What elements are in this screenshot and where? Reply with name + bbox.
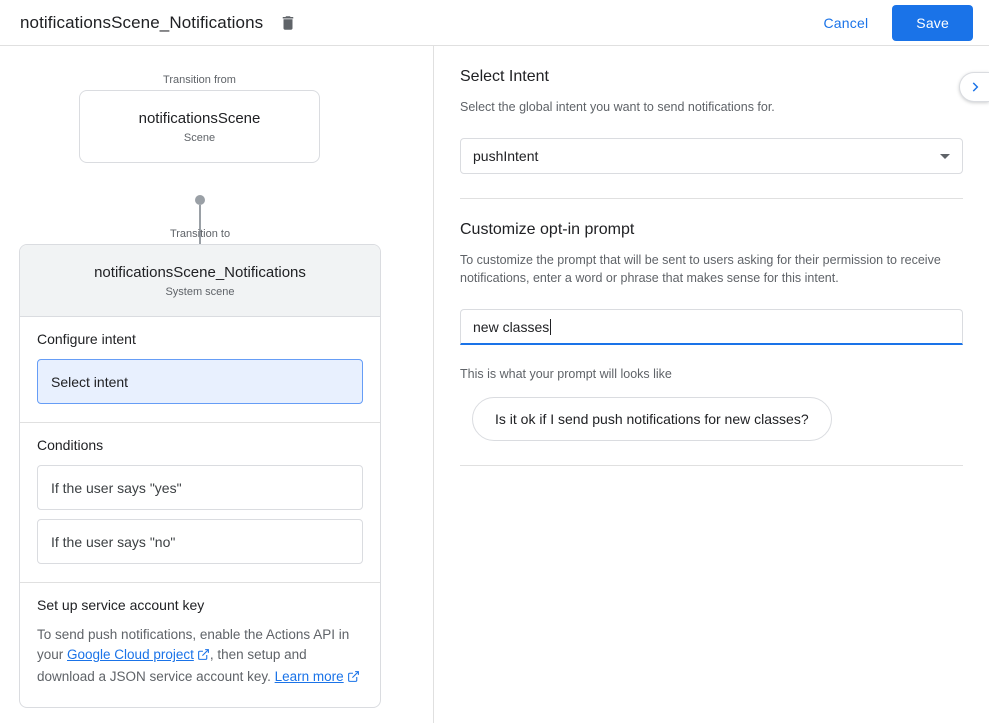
- chevron-down-icon: [940, 154, 950, 159]
- service-account-text-part2: , then setup and download a JSON service account key.: [37, 647, 307, 684]
- body: [0, 46, 989, 723]
- destination-scene-card: [19, 244, 381, 708]
- select-intent-panel: [460, 46, 963, 199]
- destination-scene-subtitle: System scene: [165, 285, 235, 298]
- save-button[interactable]: Save: [892, 5, 973, 41]
- transition-from-group: [79, 74, 320, 163]
- service-account-text: [37, 625, 363, 689]
- source-scene-title: notificationsScene: [138, 109, 261, 127]
- prompt-preview-note: This is what your prompt will looks like: [460, 367, 672, 381]
- configure-intent-section: [20, 317, 380, 423]
- select-intent-panel-description: Select the global intent you want to send notifications for.: [460, 100, 775, 114]
- service-account-section: [20, 583, 380, 707]
- destination-scene-header[interactable]: [20, 245, 380, 317]
- google-cloud-project-link[interactable]: Google Cloud project: [67, 647, 194, 662]
- chevron-right-icon[interactable]: [959, 72, 989, 102]
- service-account-text-part1: To send push notifications, enable the Actions API in your: [37, 627, 350, 662]
- intent-select[interactable]: [460, 138, 963, 174]
- learn-more-link[interactable]: Learn more: [274, 669, 344, 684]
- conditions-section: [20, 423, 380, 583]
- source-scene-subtitle: Scene: [183, 131, 216, 144]
- page-title: notificationsScene_Notifications: [20, 12, 264, 32]
- cancel-button[interactable]: Cancel: [810, 7, 883, 39]
- transition-from-caption: Transition from: [163, 74, 236, 86]
- service-account-title: Set up service account key: [37, 597, 205, 613]
- condition-item-yes[interactable]: If the user says "yes": [37, 465, 363, 510]
- trash-icon[interactable]: [277, 12, 299, 34]
- intent-select-value: pushIntent: [473, 148, 539, 164]
- transition-to-caption: Transition to: [169, 228, 231, 240]
- opt-in-panel: [460, 199, 963, 466]
- top-bar: [0, 0, 989, 46]
- external-link-icon: [197, 647, 210, 667]
- condition-item-no[interactable]: If the user says "no": [37, 519, 363, 564]
- opt-in-panel-description: To customize the prompt that will be sent to users asking for their permission to receive notifications, enter a word or phrase that makes sense for this intent.: [460, 253, 941, 285]
- opt-in-panel-title: Customize opt-in prompt: [460, 221, 635, 238]
- select-intent-chip[interactable]: Select intent: [37, 359, 363, 404]
- details-pane: [434, 46, 989, 723]
- prompt-preview-bubble: Is it ok if I send push notifications for new classes?: [472, 397, 832, 441]
- conditions-title: Conditions: [37, 437, 104, 453]
- external-link-icon-2: [347, 669, 360, 689]
- configure-intent-title: Configure intent: [37, 331, 136, 347]
- select-intent-panel-title: Select Intent: [460, 68, 549, 85]
- transition-to-group: [19, 228, 381, 708]
- scene-graph-pane: [0, 46, 434, 723]
- source-scene-node[interactable]: [79, 90, 320, 163]
- destination-scene-title: notificationsScene_Notifications: [94, 263, 306, 281]
- opt-in-input-value: new classes: [473, 318, 550, 335]
- opt-in-input[interactable]: [460, 309, 963, 345]
- text-cursor: [550, 319, 551, 335]
